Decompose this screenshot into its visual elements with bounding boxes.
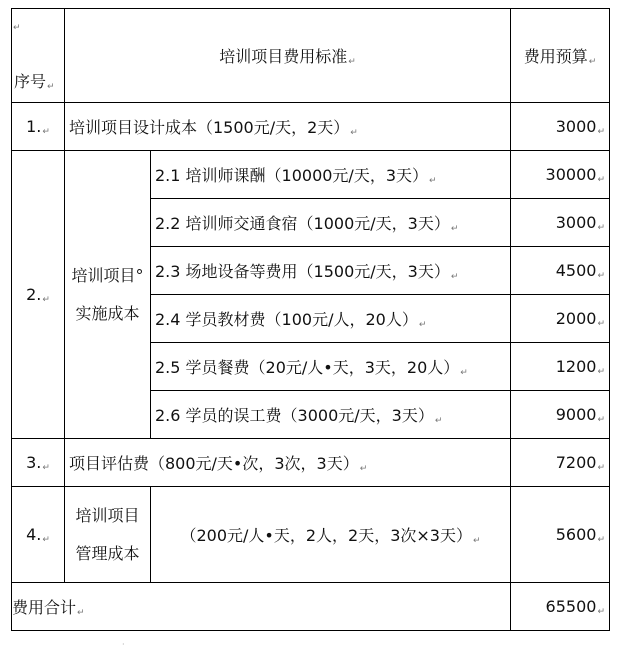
group-line2: 实施成本 xyxy=(75,303,140,323)
group-cell xyxy=(65,487,151,583)
subrow-item: 2.6 学员的误工费（3000元/天，3天） ↵ xyxy=(155,406,442,425)
row-budget: 5600 ↵ xyxy=(556,525,605,544)
row-item: 项目评估费（800元/天•次，3次，3天） ↵ xyxy=(69,454,367,473)
subrow-item: 2.1 培训师课酬（10000元/天，3天） ↵ xyxy=(155,166,437,185)
row-seq: 2. ↵ xyxy=(26,285,50,304)
table-row xyxy=(12,151,610,199)
table-header-row xyxy=(12,9,610,103)
subrow-budget: 9000 ↵ xyxy=(556,405,605,424)
subrow-item: 2.5 学员餐费（20元/人•天，3天，20人） ↵ xyxy=(155,358,468,377)
group-line1: 培训项目 xyxy=(75,505,140,525)
group-cell xyxy=(65,151,151,439)
header-seq-label: 序号 ↵ xyxy=(14,69,55,92)
header-budget-cell xyxy=(511,9,610,103)
subrow-budget: 1200 ↵ xyxy=(556,357,605,376)
table-row xyxy=(12,103,610,151)
subrow-item: 2.3 场地设备等费用（1500元/天，3天） ↵ xyxy=(155,262,458,281)
table-row xyxy=(12,487,610,583)
total-label: 费用合计 ↵ xyxy=(12,598,85,617)
group-line2: 管理成本 xyxy=(75,543,140,563)
subrow-budget: 2000 ↵ xyxy=(556,309,605,328)
cost-table xyxy=(11,8,610,631)
row-item: 培训项目设计成本（1500元/天，2天） ↵ xyxy=(69,118,358,137)
row-seq: 3. ↵ xyxy=(26,453,50,472)
subrow-item: 2.4 学员教材费（100元/人，20人） ↵ xyxy=(155,310,426,329)
row-budget: 3000 ↵ xyxy=(556,117,605,136)
paragraph-mark-icon: ↵ xyxy=(13,23,21,33)
row-seq: 1. ↵ xyxy=(26,117,50,136)
row-budget: 7200 ↵ xyxy=(556,453,605,472)
group-line1: 培训项目° xyxy=(71,265,144,285)
total-row xyxy=(12,583,610,631)
subrow-budget: 4500 ↵ xyxy=(556,261,605,280)
subrow-budget: 30000 ↵ xyxy=(546,165,605,184)
subrow-item: 2.2 培训师交通食宿（1000元/天，3天） ↵ xyxy=(155,214,458,233)
row-item: （200元/人•天，2人，2天，3次×3天） ↵ xyxy=(180,526,480,545)
total-budget: 65500 ↵ xyxy=(546,597,605,616)
row-seq: 4. ↵ xyxy=(26,525,50,544)
subrow-budget: 3000 ↵ xyxy=(556,213,605,232)
header-standard-cell xyxy=(65,9,511,103)
table-row xyxy=(12,439,610,487)
page-dot-mark: · xyxy=(122,640,125,649)
header-budget-label: 费用预算 ↵ xyxy=(524,47,597,66)
header-seq-cell xyxy=(12,9,65,103)
header-standard-label: 培训项目费用标准 ↵ xyxy=(219,47,356,66)
